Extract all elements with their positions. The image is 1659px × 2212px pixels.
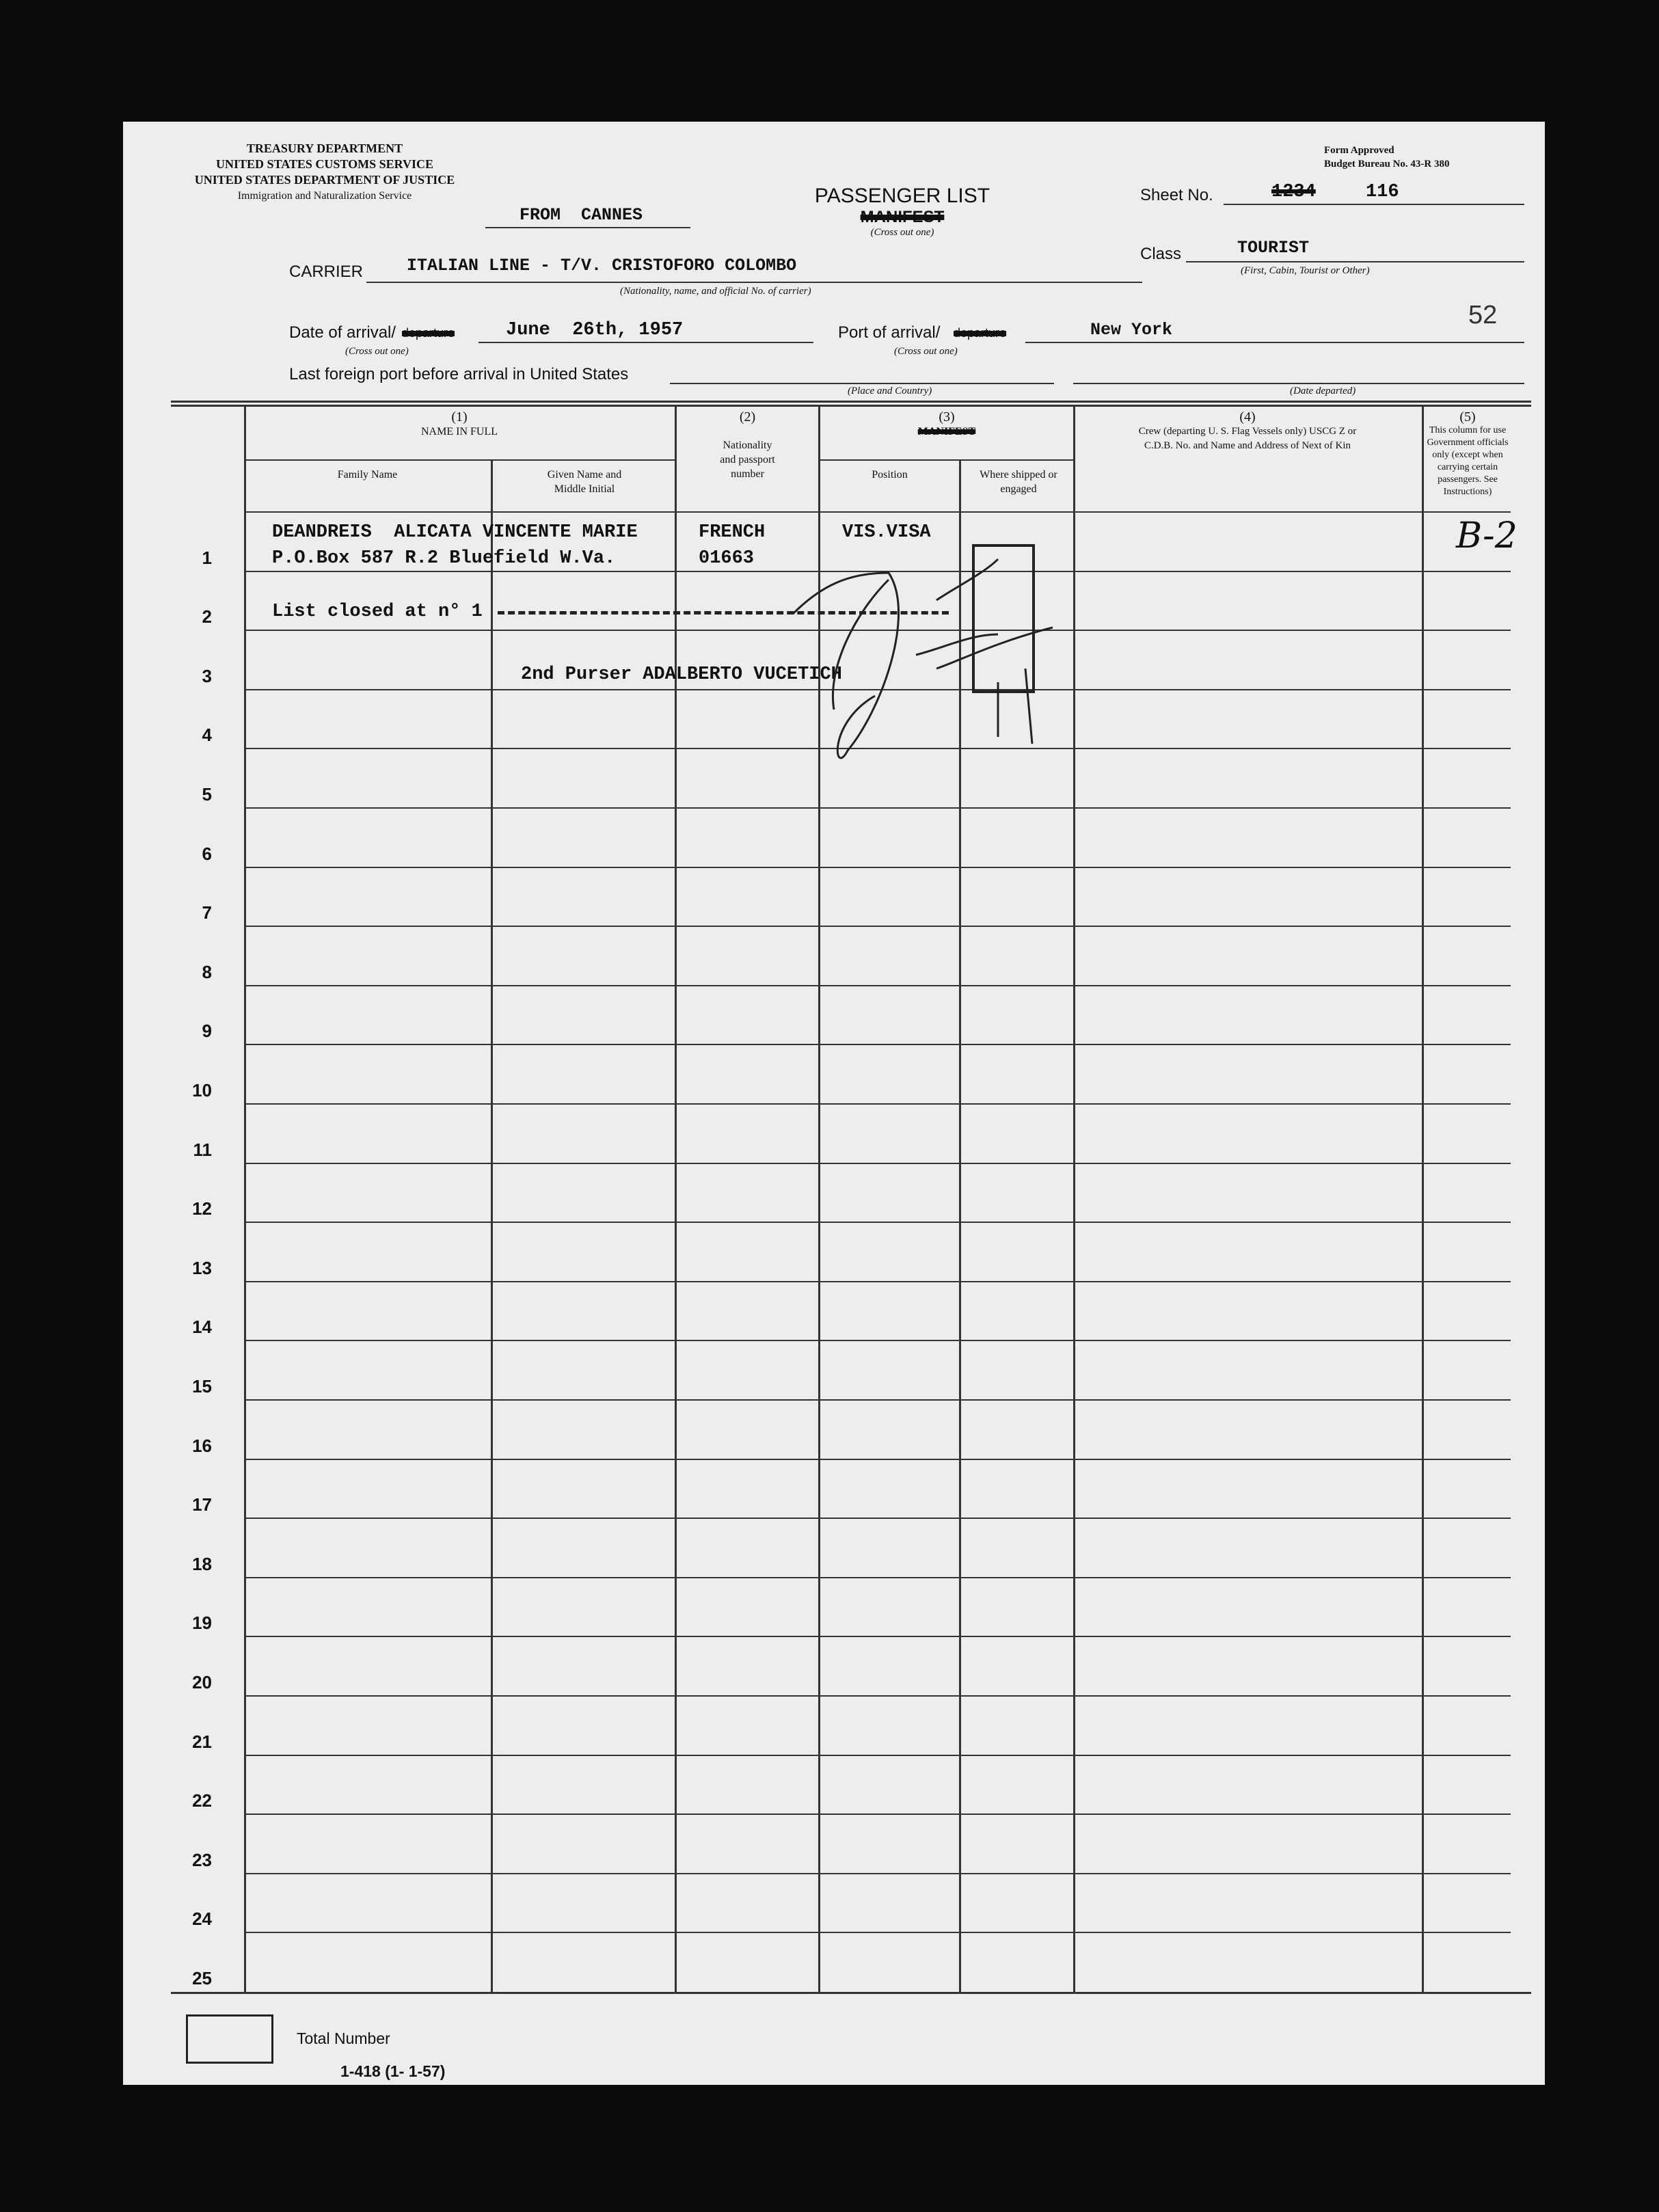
list-closed-note: List closed at n° 1 <box>272 602 483 622</box>
carrier-label: CARRIER <box>289 262 364 281</box>
row-line <box>244 1577 1511 1578</box>
row-line <box>244 1044 1511 1045</box>
date-of-arrival-label: Date of arrival/ <box>289 323 396 342</box>
form-approved <box>1324 144 1450 171</box>
carrier-value: ITALIAN LINE - T/V. CRISTOFORO COLOMBO <box>407 256 797 275</box>
form-code: 1-418 (1- 1-57) <box>340 2062 446 2080</box>
row-line <box>244 1755 1511 1756</box>
col1b-given-name: Given Name and Middle Initial <box>547 469 622 495</box>
row-number: 11 <box>193 1139 212 1160</box>
row-number: 12 <box>192 1198 212 1219</box>
last-foreign-port-label: Last foreign port before arrival in United States <box>289 365 629 383</box>
total-number-box[interactable] <box>186 2014 273 2064</box>
row-line <box>244 1459 1511 1460</box>
row-line <box>244 926 1511 927</box>
passenger-list-sheet <box>123 122 1545 2085</box>
from-port: FROM CANNES <box>520 205 643 225</box>
row-line <box>244 985 1511 986</box>
row-line <box>244 1873 1511 1874</box>
budget-bureau-line: Budget Bureau No. 43-R 380 <box>1324 159 1450 170</box>
row-number: 16 <box>192 1435 212 1456</box>
col4-number: (4) <box>1239 409 1256 424</box>
row-number: 22 <box>192 1790 212 1811</box>
page-number: 52 <box>1468 301 1498 329</box>
agency-line-ins: Immigration and Naturalization Service <box>237 190 412 202</box>
row-line <box>244 1103 1511 1105</box>
total-number-label: Total Number <box>297 2029 390 2047</box>
col1a-family-name: Family Name <box>337 469 398 481</box>
col2-number: (2) <box>739 409 756 424</box>
row-line <box>244 1340 1511 1341</box>
row-line <box>244 867 1511 868</box>
row-number: 9 <box>202 1021 212 1042</box>
passenger-position: VIS.VISA <box>842 522 931 543</box>
row-number: 6 <box>202 843 212 864</box>
row-number: 25 <box>192 1968 212 1988</box>
col1-title: NAME IN FULL <box>421 426 498 437</box>
col4-header <box>1080 410 1415 453</box>
purser-signature-line: 2nd Purser ADALBERTO VUCETICH <box>521 664 842 685</box>
row-number: 10 <box>192 1080 212 1101</box>
row-number: 14 <box>192 1317 212 1338</box>
row-line <box>244 1695 1511 1697</box>
title-cross-out-hint: (Cross out one) <box>870 227 934 238</box>
row-number: 15 <box>192 1376 212 1397</box>
row-line <box>244 1281 1511 1282</box>
sheet-no-label: Sheet No. <box>1140 186 1213 204</box>
date-departed-hint: (Date departed) <box>1290 386 1356 396</box>
class-value: TOURIST <box>1237 238 1310 258</box>
agency-line-customs: UNITED STATES CUSTOMS SERVICE <box>216 157 433 171</box>
col3-struck: MANIFEST <box>917 426 976 437</box>
row-number: 20 <box>192 1672 212 1692</box>
port-hint: (Cross out one) <box>894 346 958 357</box>
col3-header <box>820 410 1073 439</box>
passenger-address: P.O.Box 587 R.2 Bluefield W.Va. <box>272 548 616 569</box>
col3b-where-shipped: Where shipped or engaged <box>980 469 1057 495</box>
row-number: 4 <box>202 725 212 746</box>
port-of-arrival-value: New York <box>1090 320 1173 340</box>
date-of-arrival-value: June 26th, 1957 <box>506 320 684 340</box>
title-manifest-struck: MANIFEST <box>860 208 945 226</box>
sheet-no-struck: 1234 <box>1271 182 1316 202</box>
form-title <box>752 185 1053 239</box>
col1-header <box>244 410 675 439</box>
date-hint: (Cross out one) <box>345 346 409 357</box>
row-number: 5 <box>202 784 212 805</box>
row-number: 17 <box>192 1494 212 1515</box>
row-number: 8 <box>202 961 212 982</box>
col5-number: (5) <box>1459 409 1476 424</box>
col5-title: This column for use Government officials only (except when carrying certain passengers. See Instructions) <box>1427 425 1509 497</box>
row-number: 7 <box>202 902 212 923</box>
port-of-arrival-label: Port of arrival/ <box>838 323 941 342</box>
col4-title: Crew (departing U. S. Flag Vessels only) USCG Z or C.D.B. No. and Name and Address of Next of Kin <box>1138 426 1357 451</box>
handwritten-signature <box>711 532 1080 833</box>
col1-number: (1) <box>451 409 468 424</box>
row-line <box>244 1932 1511 1933</box>
row-line <box>244 1636 1511 1637</box>
row-line <box>244 1163 1511 1164</box>
row-number: 2 <box>202 606 212 628</box>
col3-number: (3) <box>939 409 955 424</box>
col2-title: Nationality and passport number <box>720 440 775 480</box>
col3a-position: Position <box>872 469 908 481</box>
passenger-name: DEANDREIS ALICATA VINCENTE MARIE <box>272 522 638 543</box>
row-line <box>244 1222 1511 1223</box>
class-label: Class <box>1140 245 1182 263</box>
row-number: 23 <box>192 1849 212 1870</box>
departure-struck: departure <box>402 326 455 340</box>
row-number: 1 <box>202 547 212 568</box>
row-number: 18 <box>192 1553 212 1574</box>
annotation-b2: B-2 <box>1456 515 1518 556</box>
row-number: 19 <box>192 1613 212 1634</box>
agency-line-treasury: TREASURY DEPARTMENT <box>246 141 403 155</box>
row-number: 24 <box>192 1908 212 1930</box>
col5-header <box>1425 410 1511 498</box>
form-approved-line: Form Approved <box>1324 145 1394 156</box>
class-hint: (First, Cabin, Tourist or Other) <box>1241 265 1370 276</box>
passenger-passport: 01663 <box>699 548 755 569</box>
passenger-nationality: FRENCH <box>699 522 766 543</box>
row-line <box>244 1399 1511 1401</box>
agency-line-justice: UNITED STATES DEPARTMENT OF JUSTICE <box>194 173 455 187</box>
title-passenger-list: PASSENGER LIST <box>814 185 990 207</box>
agency-header <box>123 141 526 204</box>
col2-header <box>677 410 818 481</box>
row-number: 3 <box>202 665 212 686</box>
row-number: 13 <box>192 1257 212 1278</box>
row-line <box>244 1813 1511 1815</box>
row-number: 21 <box>192 1731 212 1752</box>
port-departure-struck: departure <box>954 326 1007 340</box>
carrier-hint: (Nationality, name, and official No. of carrier) <box>620 286 811 297</box>
row-line <box>244 1518 1511 1519</box>
place-country-hint: (Place and Country) <box>848 386 932 396</box>
sheet-no-value: 116 <box>1366 182 1399 202</box>
